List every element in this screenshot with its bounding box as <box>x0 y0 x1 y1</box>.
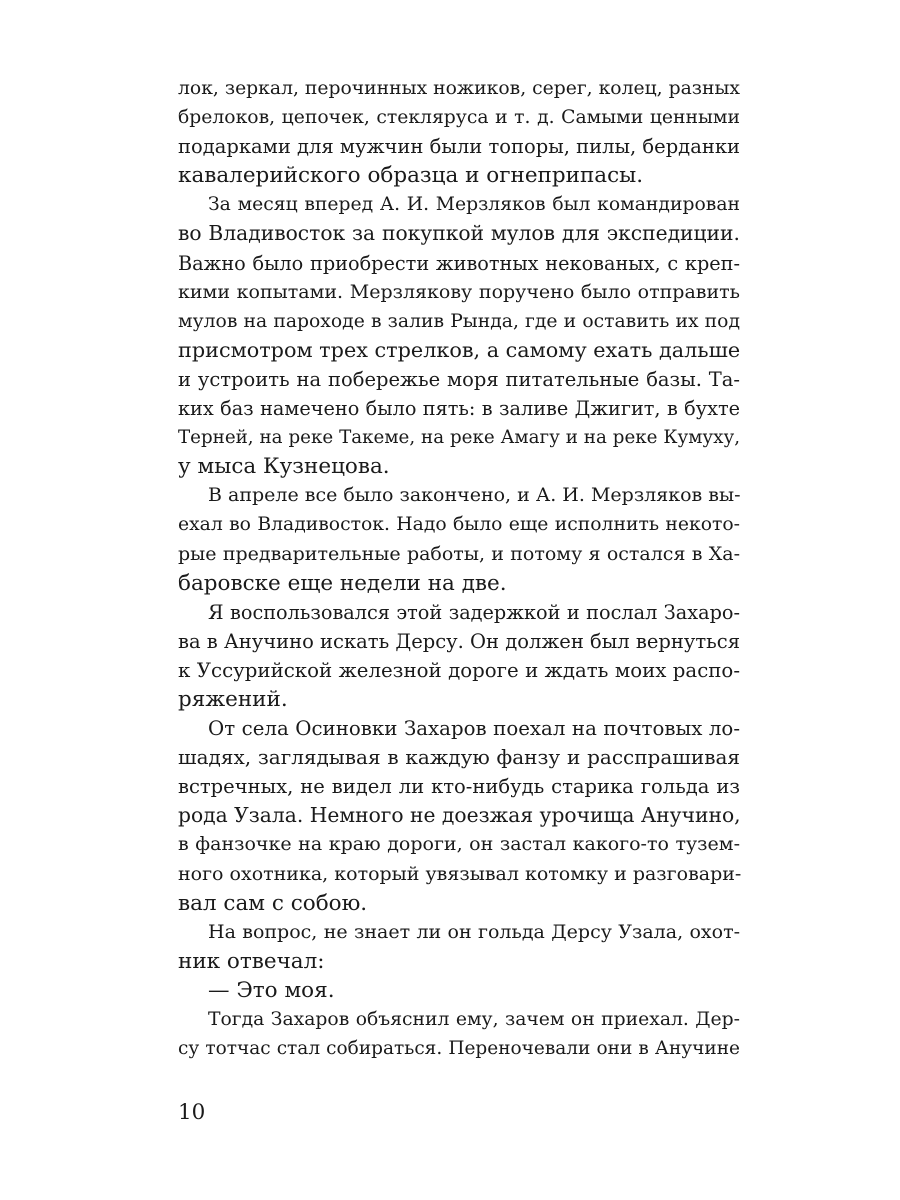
text-line: ник отвечал: <box>178 948 325 974</box>
body-text <box>178 74 740 1063</box>
paragraph <box>178 481 740 597</box>
text-line: рые предварительные работы, и потому я остался в Ха- <box>178 542 740 565</box>
text-line: к Уссурийской железной дороге и ждать моих распо- <box>178 658 740 682</box>
paragraph <box>178 714 740 918</box>
text-line: рода Узала. Немного не доезжая урочища Анучино, <box>178 803 741 828</box>
text-line: в фанзочке на краю дороги, он застал какого-то тузем- <box>178 833 740 856</box>
text-line: встречных, не видел ли кто-нибудь старика гольда из <box>178 775 740 799</box>
text-line: Тогда Захаров объяснил ему, зачем он приехал. Дер- <box>208 1009 740 1030</box>
text-line: лок, зеркал, перочинных ножиков, серег, колец, разных <box>178 78 740 99</box>
text-line: За месяц вперед А. И. Мерзляков был командирован <box>208 194 740 216</box>
text-line: брелоков, цепочек, стекляруса и т. д. Самыми ценными <box>178 107 740 129</box>
text-line: во Владивосток за покупкой мулов для экспедиции. <box>178 221 740 246</box>
paragraph <box>178 598 740 714</box>
text-line: присмотром трех стрелков, а самому ехать дальше <box>178 337 741 362</box>
text-line: ного охотника, который увязывал котомку и разговари- <box>178 862 742 885</box>
text-line: кими копытами. Мерзлякову поручено было отправить <box>178 280 740 303</box>
paragraph <box>178 918 740 976</box>
text-line: — Это моя. <box>208 977 335 1003</box>
page-number: 10 <box>178 1100 206 1125</box>
text-line: су тотчас стал собираться. Переночевали они в Анучине <box>178 1038 740 1060</box>
text-line: кавалерийского образца и огнеприпасы. <box>178 163 644 189</box>
text-line: вал сам с собою. <box>178 890 368 916</box>
text-line: ряжений. <box>178 686 288 712</box>
text-line: ких баз намечено было пять: в заливе Джигит, в бухте <box>178 397 740 421</box>
text-line: баровске еще недели на две. <box>178 570 507 596</box>
text-line: шадях, заглядывая в каждую фанзу и расспрашивая <box>178 745 740 770</box>
paragraph <box>178 976 740 1005</box>
text-line: у мыса Кузнецова. <box>178 454 390 480</box>
text-line: Я воспользовался этой задержкой и послал Захаро- <box>208 600 740 624</box>
paragraph <box>178 190 740 481</box>
text-line: Важно было приобрести животных некованых, с креп- <box>178 251 740 275</box>
text-line: ва в Анучино искать Дерсу. Он должен был вернуться <box>178 629 740 653</box>
text-line: ехал во Владивосток. Надо было еще исполнить некото- <box>178 514 740 536</box>
paragraph <box>178 1005 740 1063</box>
text-line: и устроить на побережье моря питательные базы. Та- <box>178 367 740 391</box>
paragraph <box>178 74 740 190</box>
text-line: В апреле все было закончено, и А. И. Мерзляков вы- <box>208 484 741 507</box>
text-line: подарками для мужчин были топоры, пилы, берданки <box>178 135 740 159</box>
text-line: От села Осиновки Захаров поехал на почтовых ло- <box>208 717 740 741</box>
text-line: Терней, на реке Такеме, на реке Амагу и на реке Кумуху, <box>178 427 740 449</box>
text-line: мулов на пароходе в залив Рында, где и оставить их под <box>178 310 740 332</box>
text-line: На вопрос, не знает ли он гольда Дерсу Узала, охот- <box>208 920 740 943</box>
